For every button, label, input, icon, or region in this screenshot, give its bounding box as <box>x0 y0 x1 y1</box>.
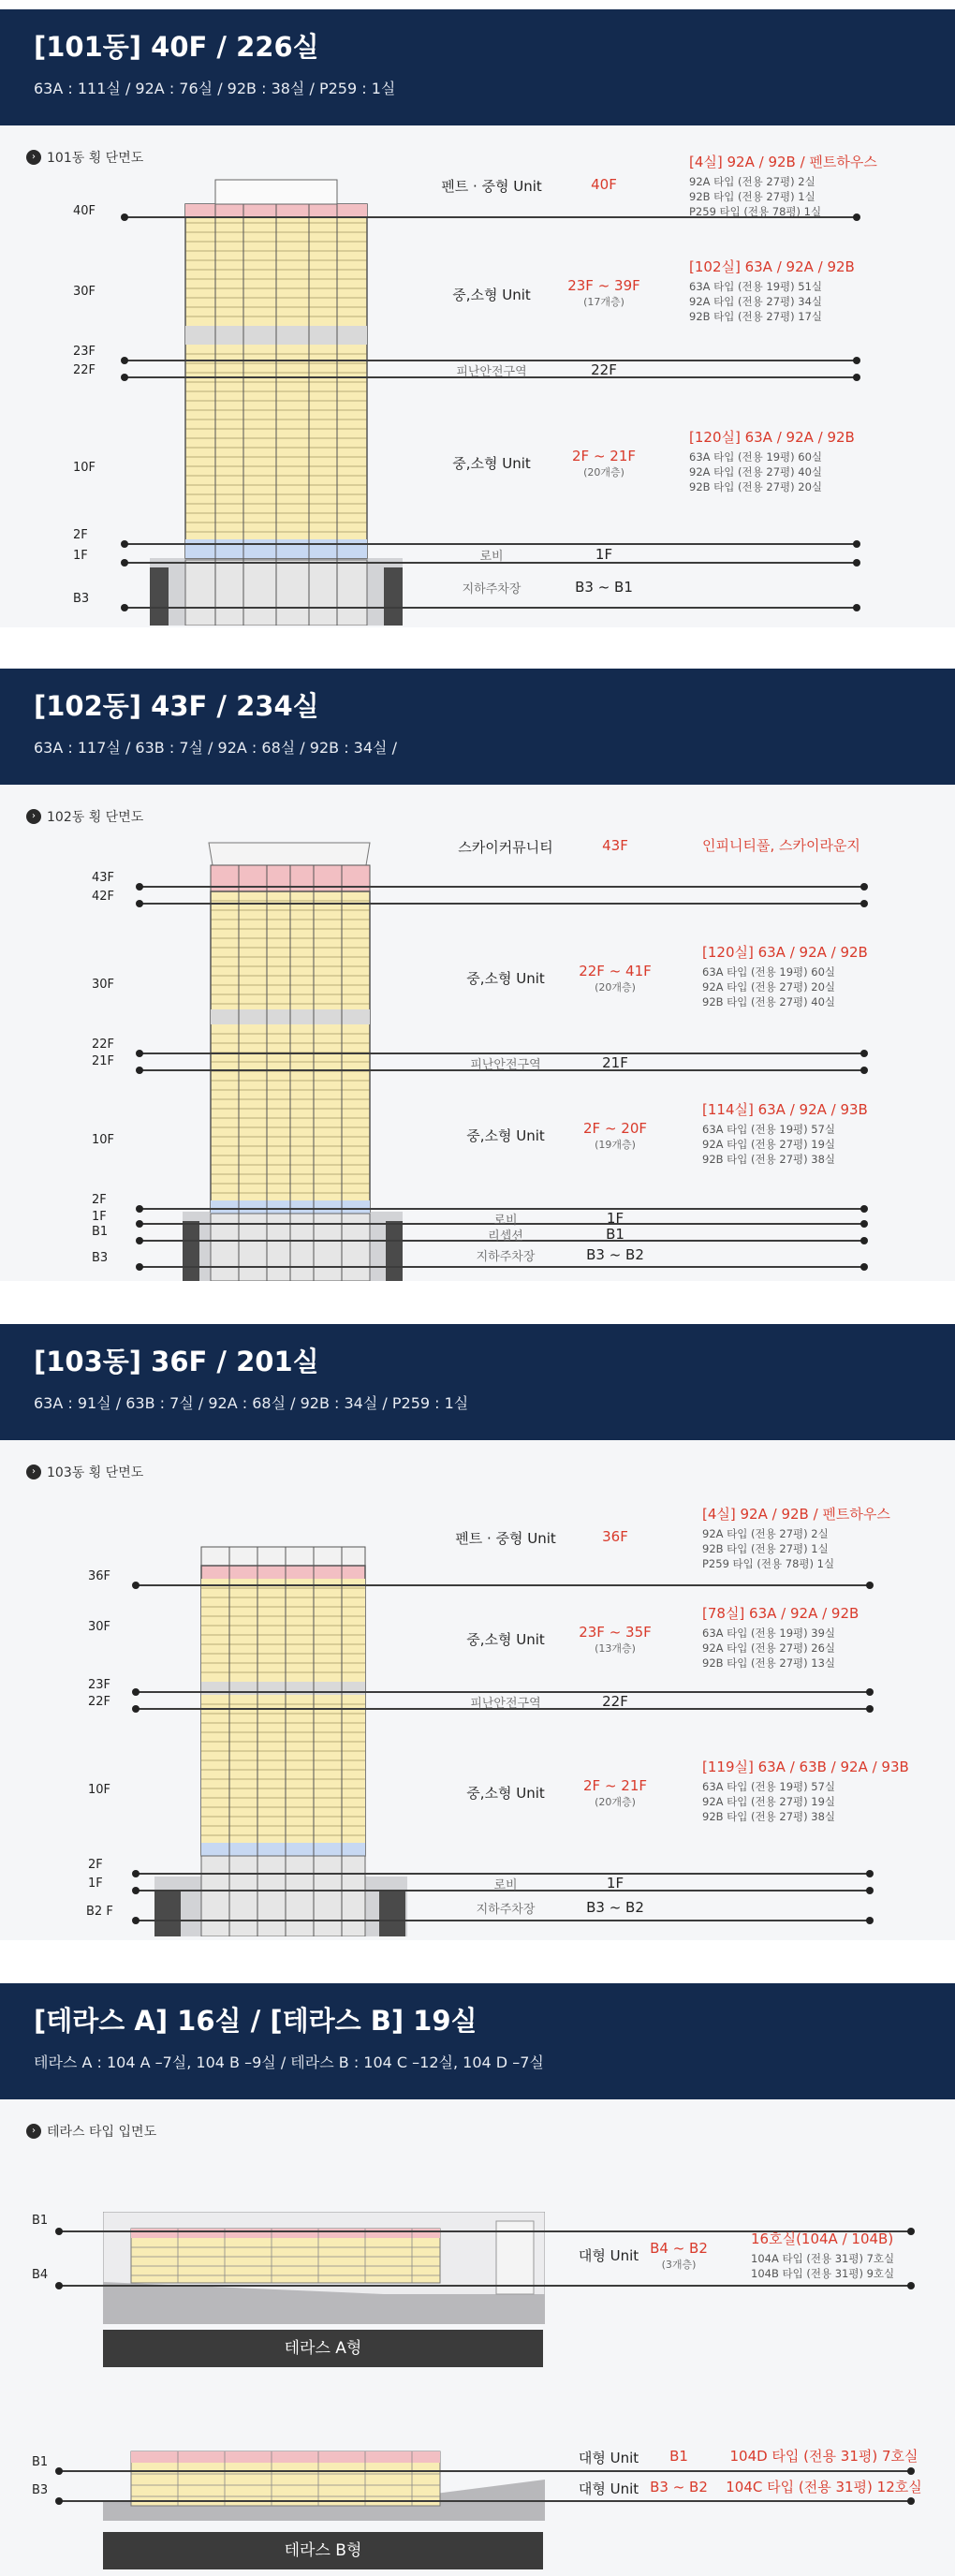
unit-type: 피난안전구역 <box>470 1058 541 1072</box>
unit-type: 중,소형 Unit <box>466 1631 545 1648</box>
floor-label: 30F <box>88 1620 111 1634</box>
unit-type: 중,소형 Unit <box>452 455 531 472</box>
chevron-right-icon: › <box>26 1465 41 1479</box>
unit-summary: 63A : 111실 / 92A : 76실 / 92B : 38실 / P259 : 1실 <box>34 80 396 97</box>
floor-range: B4 ~ B2 (3개층) <box>650 2240 708 2271</box>
floor-label: B1 <box>32 2214 49 2228</box>
building-cross-section-103 <box>154 1543 407 1936</box>
unit-detail: 16호실(104A / 104B) 104A 타입 (전용 31평) 7호실 104B 타입 (전용 31평) 9호실 <box>751 2230 895 2280</box>
diagram-label: › 101동 횡 단면도 <box>26 148 143 167</box>
unit-detail: 인피니티풀, 스카이라운지 <box>702 837 860 854</box>
building-cross-section-101 <box>150 176 403 626</box>
floor-label: B3 <box>73 592 90 606</box>
unit-detail: 104C 타입 (전용 31평) 12호실 <box>726 2479 922 2495</box>
building-title: [101동] 40F / 226실 <box>34 31 319 63</box>
unit-type: 로비 <box>493 1878 518 1892</box>
unit-type: 로비 <box>493 1214 518 1228</box>
floor-line <box>139 886 865 888</box>
unit-type: 중,소형 Unit <box>466 1785 545 1802</box>
diagram-label: › 103동 횡 단면도 <box>26 1463 143 1481</box>
floor-label: 22F <box>92 1038 115 1052</box>
chevron-right-icon: › <box>26 2124 41 2139</box>
floor-line <box>139 903 865 905</box>
header-terrace <box>0 1983 955 2099</box>
chevron-right-icon: › <box>26 150 41 165</box>
section-102 <box>0 785 955 1281</box>
section-103 <box>0 1440 955 1940</box>
unit-type: 지하주차장 <box>476 1250 536 1264</box>
floor-label: 30F <box>92 978 115 992</box>
floor-label: 23F <box>73 345 96 359</box>
floor-range: 36F <box>602 1528 628 1545</box>
floor-line <box>139 1266 865 1268</box>
unit-detail: [102실] 63A / 92A / 92B 63A 타입 (전용 19평) 51실 92A 타입 (전용 27평) 34실 92B 타입 (전용 27평) 17실 <box>689 258 855 323</box>
floor-range: B3 ~ B2 <box>650 2479 708 2495</box>
floor-label: 2F <box>73 528 88 542</box>
unit-summary: 테라스 A : 104 A –7실, 104 B –9실 / 테라스 B : 104 C –12실, 104 D –7실 <box>34 2053 544 2071</box>
header-101 <box>0 9 955 125</box>
unit-type: 펜트 · 중형 Unit <box>441 178 542 195</box>
floor-line <box>124 543 858 545</box>
floor-label: 10F <box>88 1783 111 1797</box>
floor-line <box>124 607 858 609</box>
floor-line <box>135 1584 871 1586</box>
floor-range: B3 ~ B1 <box>575 579 633 596</box>
diagram-label: › 102동 횡 단면도 <box>26 807 143 826</box>
unit-type: 로비 <box>479 550 504 564</box>
floor-line <box>58 2500 912 2502</box>
floor-range: 40F <box>591 176 617 193</box>
floor-line <box>135 1920 871 1921</box>
floor-label: 43F <box>92 871 115 885</box>
unit-type: 스카이커뮤니티 <box>458 839 553 856</box>
building-title: [102동] 43F / 234실 <box>34 690 319 722</box>
floor-range: B1 <box>669 2448 688 2465</box>
unit-type: 중,소형 Unit <box>466 1127 545 1144</box>
unit-detail: [119실] 63A / 63B / 92A / 93B 63A 타입 (전용 19평) 57실 92A 타입 (전용 27평) 19실 92B 타입 (전용 27평) 38실 <box>702 1759 909 1823</box>
floor-range: 23F ~ 39F (17개층) <box>567 277 640 308</box>
floor-label: B2 F <box>86 1905 113 1919</box>
unit-summary: 63A : 117실 / 63B : 7실 / 92A : 68실 / 92B : 34실 / <box>34 739 397 757</box>
floor-range: 21F <box>602 1054 628 1071</box>
floor-range: 1F <box>595 546 613 563</box>
floor-line <box>58 2285 912 2287</box>
floor-label: 21F <box>92 1054 115 1068</box>
unit-type: 리셉션 <box>488 1229 523 1244</box>
unit-summary: 63A : 91실 / 63B : 7실 / 92A : 68실 / 92B : 34실 / P259 : 1실 <box>34 1394 469 1412</box>
floor-label: B4 <box>32 2268 49 2282</box>
terrace-a-elevation <box>103 2212 545 2324</box>
floor-range: 23F ~ 35F (13개층) <box>579 1624 652 1655</box>
unit-detail: [120실] 63A / 92A / 92B 63A 타입 (전용 19평) 60실 92A 타입 (전용 27평) 40실 92B 타입 (전용 27평) 20실 <box>689 429 855 493</box>
unit-type: 지하주차장 <box>476 1903 536 1917</box>
unit-detail: [120실] 63A / 92A / 92B 63A 타입 (전용 19평) 60실 92A 타입 (전용 27평) 20실 92B 타입 (전용 27평) 40실 <box>702 944 868 1008</box>
floor-label: 40F <box>73 204 96 218</box>
unit-type: 중,소형 Unit <box>466 970 545 987</box>
section-terrace <box>0 2099 955 2576</box>
floor-label: 23F <box>88 1678 111 1692</box>
floor-range: 2F ~ 20F (19개층) <box>583 1120 647 1151</box>
floor-label: B1 <box>32 2455 49 2469</box>
floor-range: 1F <box>606 1875 624 1892</box>
floor-range: B1 <box>606 1226 624 1243</box>
floor-label: 2F <box>88 1858 103 1872</box>
floor-range: 22F <box>591 361 617 378</box>
floor-label: 1F <box>92 1210 107 1224</box>
floor-label: 22F <box>73 363 96 377</box>
header-102 <box>0 669 955 785</box>
floor-label: 30F <box>73 285 96 299</box>
terrace-b-elevation <box>103 2446 545 2521</box>
unit-detail: [4실] 92A / 92B / 펜트하우스 92A 타입 (전용 27평) 2실 92B 타입 (전용 27평) 1실 P259 타입 (전용 78평) 1실 <box>689 154 877 218</box>
building-title: [103동] 36F / 201실 <box>34 1346 319 1377</box>
floor-range: 22F ~ 41F (20개층) <box>579 963 652 994</box>
header-103 <box>0 1324 955 1440</box>
unit-type: 지하주차장 <box>462 582 522 596</box>
floor-range: 2F ~ 21F (20개층) <box>583 1777 647 1808</box>
floor-label: B1 <box>92 1225 109 1239</box>
diagram-label: › 테라스 타입 입면도 <box>26 2122 156 2141</box>
unit-type: 대형 Unit <box>578 2247 639 2264</box>
unit-detail: [4실] 92A / 92B / 펜트하우스 92A 타입 (전용 27평) 2실 92B 타입 (전용 27평) 1실 P259 타입 (전용 78평) 1실 <box>702 1506 890 1570</box>
floor-label: 10F <box>92 1133 115 1147</box>
floor-label: B3 <box>32 2483 49 2497</box>
floor-label: 10F <box>73 461 96 475</box>
unit-type: 피난안전구역 <box>470 1697 541 1711</box>
floor-label: 22F <box>88 1695 111 1709</box>
unit-type: 대형 Unit <box>578 2450 639 2466</box>
terrace-b-label-bar: 테라스 B형 <box>103 2532 543 2569</box>
floor-label: 2F <box>92 1193 107 1207</box>
section-101 <box>0 125 955 627</box>
unit-type: 대형 Unit <box>578 2480 639 2497</box>
floor-line <box>58 2470 912 2472</box>
floor-label: 42F <box>92 890 115 904</box>
unit-type: 피난안전구역 <box>456 365 527 379</box>
floor-label: 1F <box>73 549 88 563</box>
floor-range: 43F <box>602 837 628 854</box>
unit-detail: [78실] 63A / 92A / 92B 63A 타입 (전용 19평) 39실 92A 타입 (전용 27평) 26실 92B 타입 (전용 27평) 13실 <box>702 1605 860 1670</box>
floor-label: B3 <box>92 1251 109 1265</box>
unit-type: 펜트 · 중형 Unit <box>455 1530 556 1547</box>
chevron-right-icon: › <box>26 809 41 824</box>
floor-label: 36F <box>88 1569 111 1583</box>
terrace-a-label-bar: 테라스 A형 <box>103 2330 543 2367</box>
floor-range: B3 ~ B2 <box>586 1899 644 1916</box>
floor-range: 1F <box>606 1210 624 1227</box>
unit-type: 중,소형 Unit <box>452 287 531 303</box>
unit-detail: 104D 타입 (전용 31평) 7호실 <box>729 2448 918 2465</box>
floor-range: 2F ~ 21F (20개층) <box>572 448 636 478</box>
unit-detail: [114실] 63A / 92A / 93B 63A 타입 (전용 19평) 57실 92A 타입 (전용 27평) 19실 92B 타입 (전용 27평) 38실 <box>702 1101 868 1166</box>
floor-range: 22F <box>602 1693 628 1710</box>
floor-label: 1F <box>88 1877 103 1891</box>
terrace-title: [테라스 A] 16실 / [테라스 B] 19실 <box>34 2005 478 2037</box>
floor-range: B3 ~ B2 <box>586 1246 644 1263</box>
